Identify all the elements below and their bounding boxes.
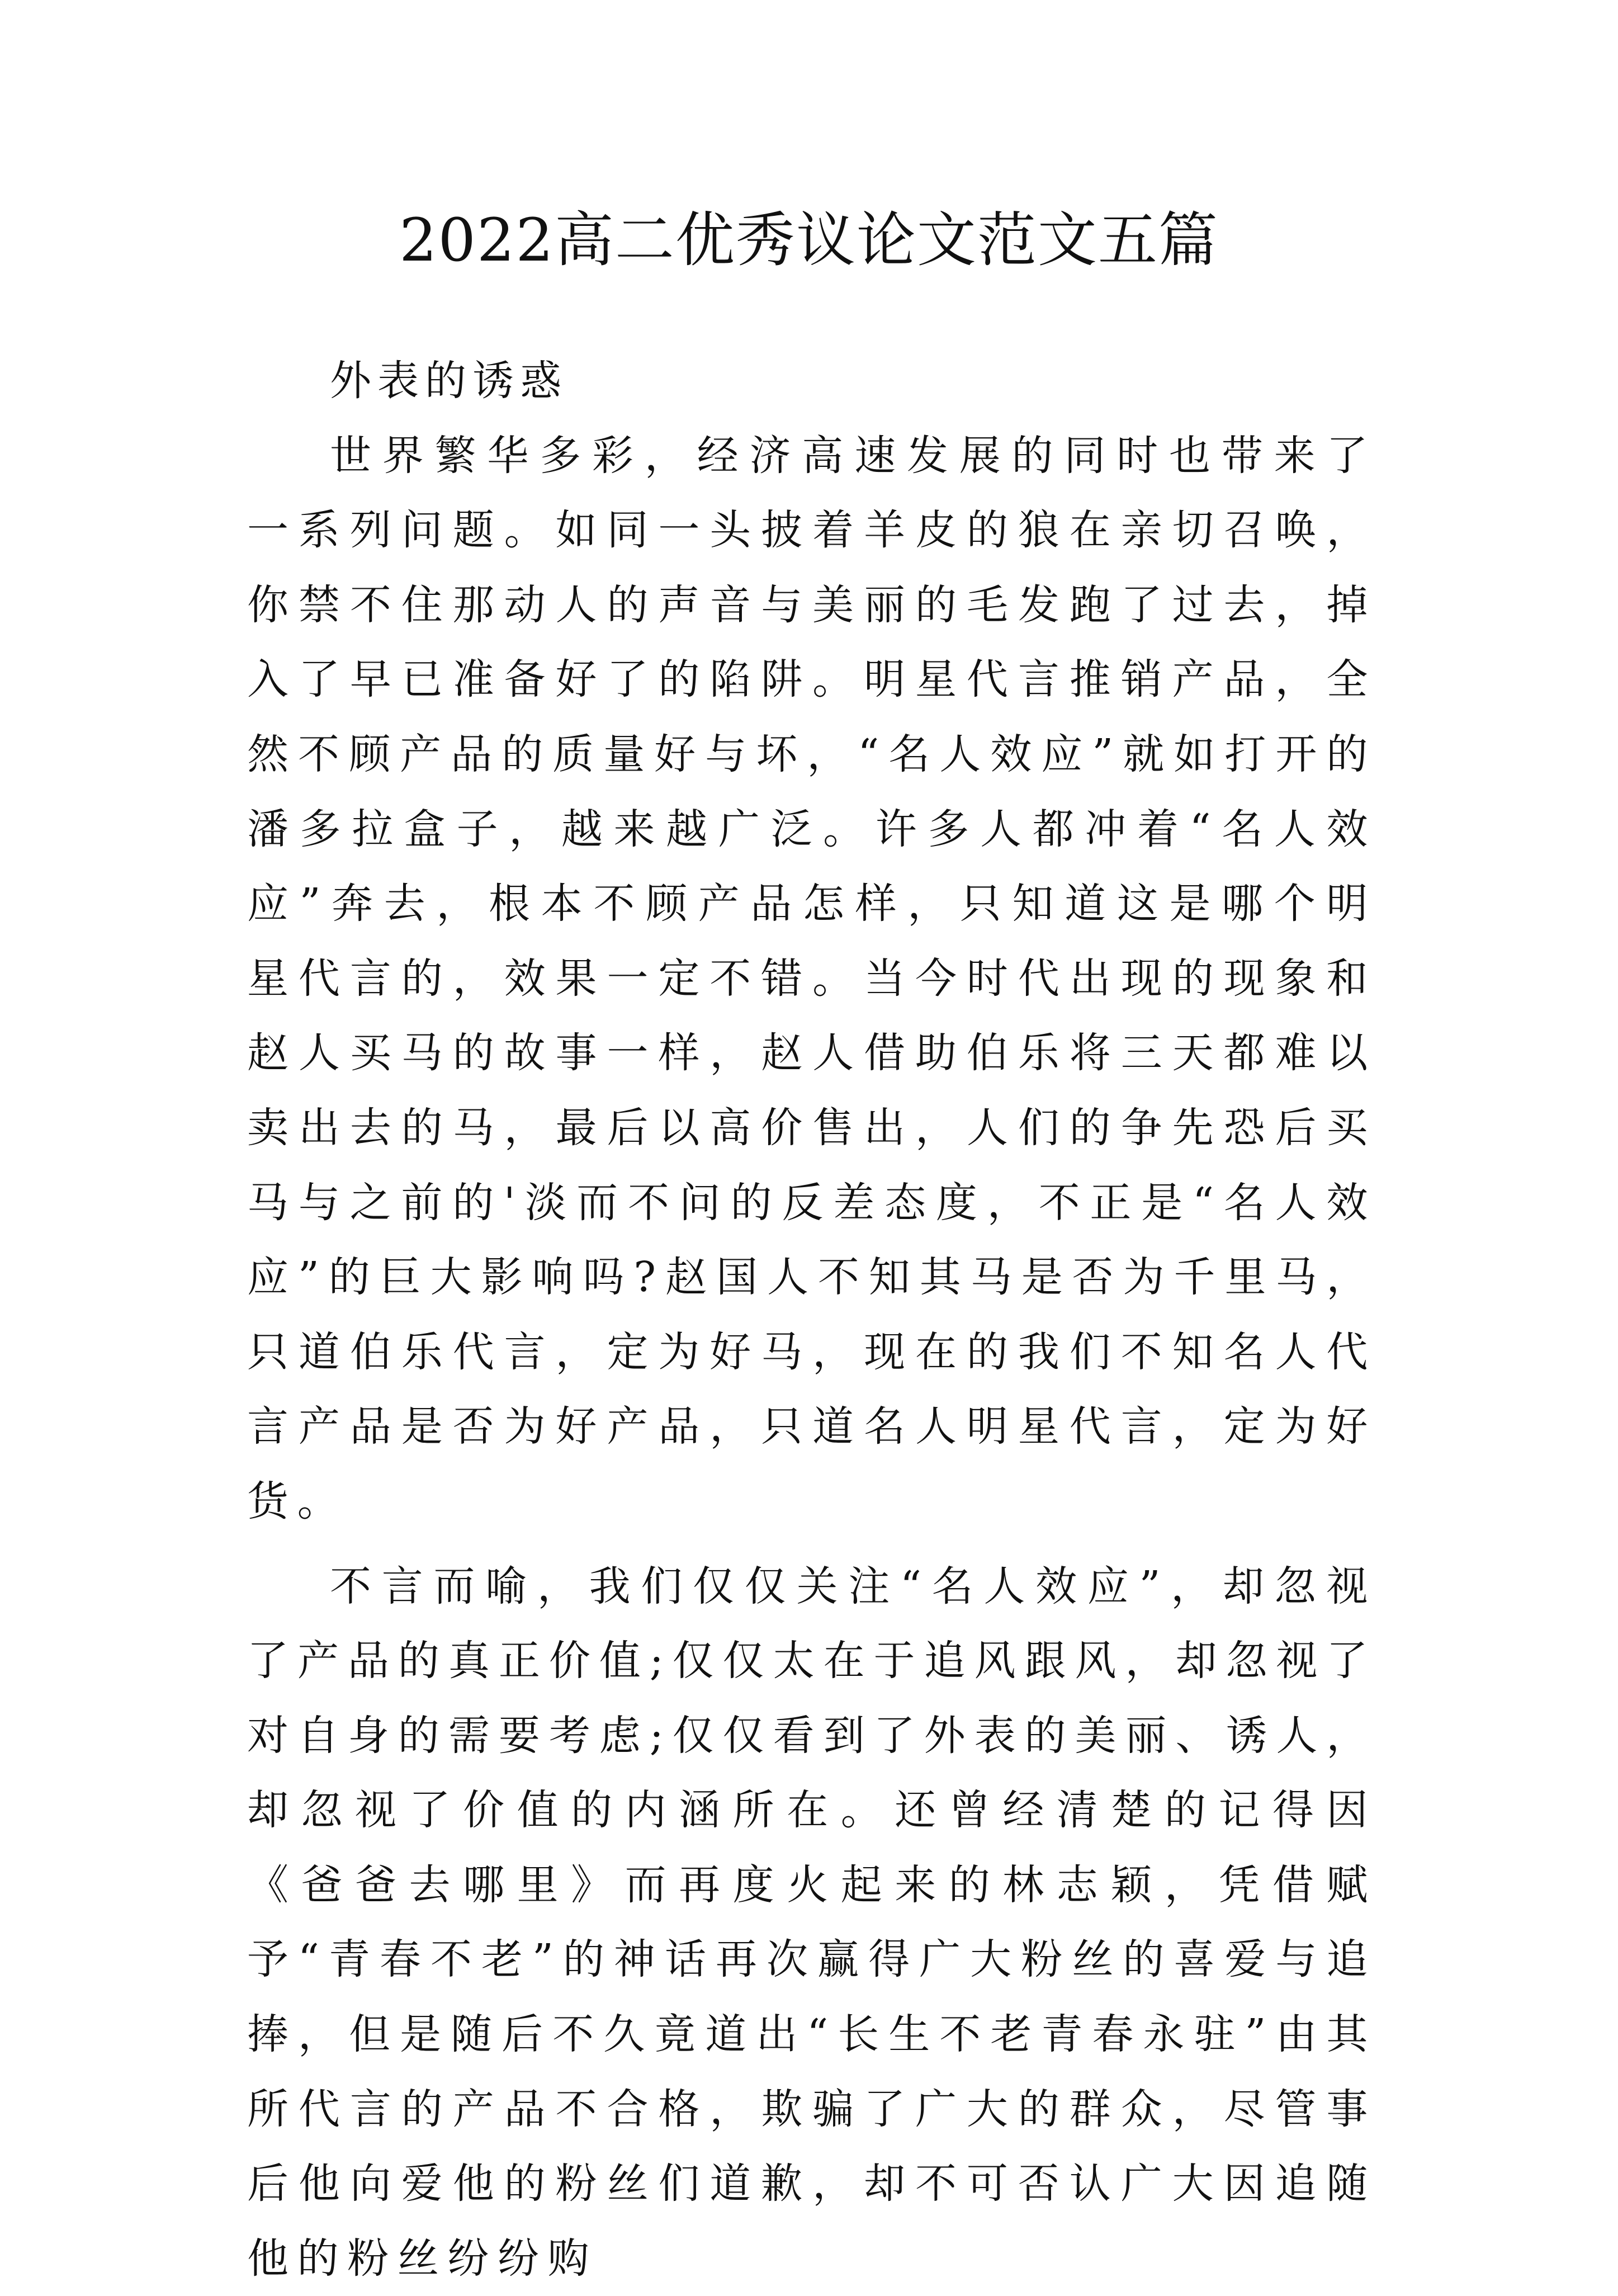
document-body [247, 344, 1376, 2296]
paragraph: 不言而喻，我们仅仅关注“名人效应”，却忽视了产品的真正价值;仅仅太在于追风跟风，却忽视了对自身的需要考虑;仅仅看到了外表的美丽、诱人，却忽视了价值的内涵所在。还曾经清楚的记得因《爸爸去哪里》而再度火起来的林志颖，凭借赋予“青春不老”的神话再次赢得广大粉丝的喜爱与追捧，但是随后不久竟道出“长生不老青春永驻”由其所代言的产品不合格，欺骗了广大的群众，尽管事后他向爱他的粉丝们道歉，却不可否认广大因追随他的粉丝纷纷购 [247, 1549, 1376, 2296]
paragraph: 世界繁华多彩，经济高速发展的同时也带来了一系列问题。如同一头披着羊皮的狼在亲切召唤，你禁不住那动人的声音与美丽的毛发跑了过去，掉入了早已准备好了的陷阱。明星代言推销产品，全然不顾产品的质量好与坏，“名人效应”就如打开的潘多拉盒子，越来越广泛。许多人都冲着“名人效应”奔去，根本不顾产品怎样，只知道这是哪个明星代言的，效果一定不错。当今时代出现的现象和赵人买马的故事一样，赵人借助伯乐将三天都难以卖出去的马，最后以高价售出，人们的争先恐后买马与之前的'淡而不问的反差态度，不正是“名人效应”的巨大影响吗?赵国人不知其马是否为千里马，只道伯乐代言，定为好马，现在的我们不知名人代言产品是否为好产品，只道名人明星代言，定为好货。 [247, 419, 1376, 1539]
essay-heading: 外表的诱惑 [247, 344, 1376, 419]
document-title: 2022高二优秀议论文范文五篇 [0, 201, 1618, 280]
